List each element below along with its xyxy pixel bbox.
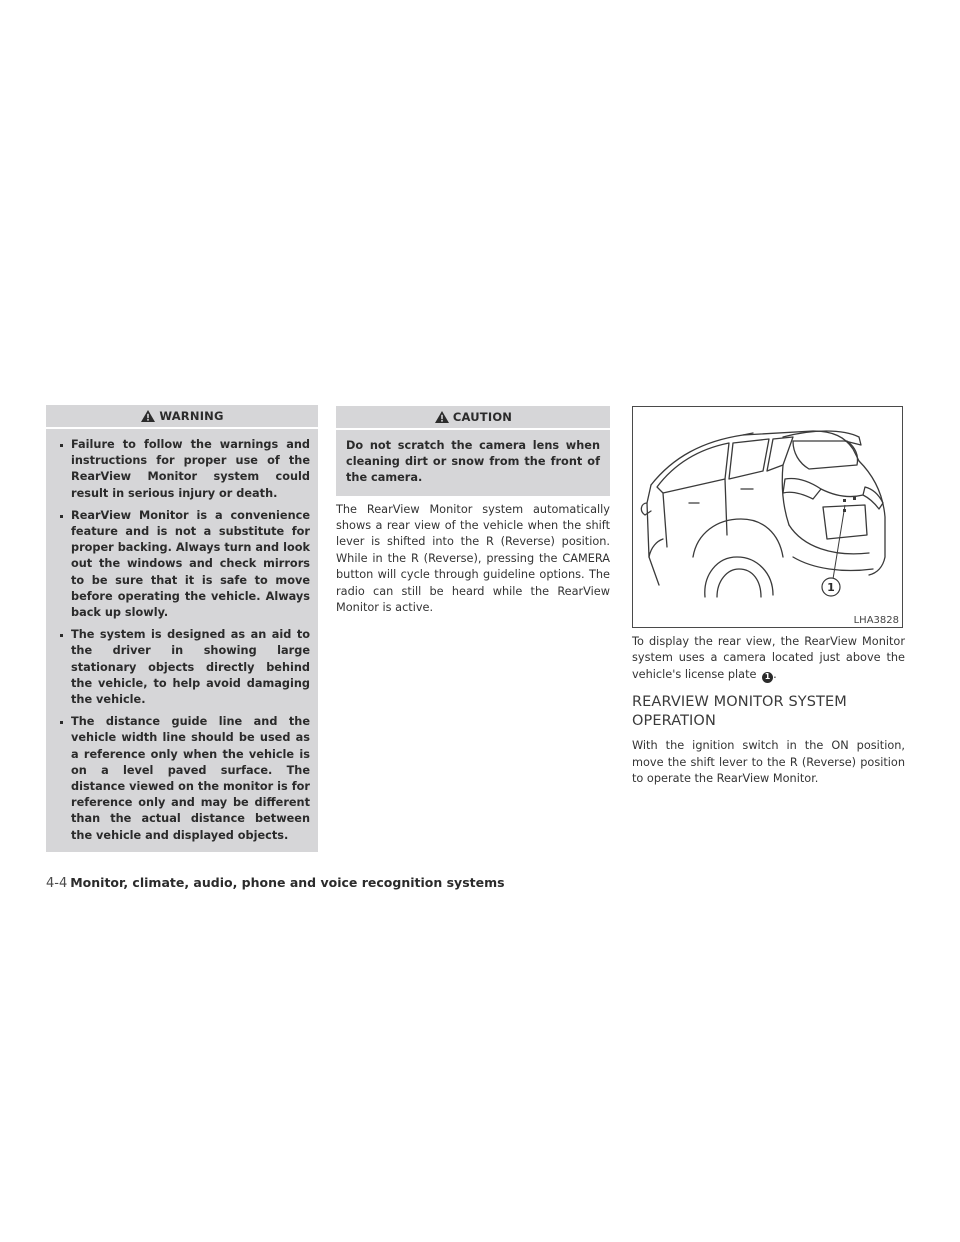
figure-callout-number: 1 [827,581,835,594]
caution-column [336,406,610,616]
camera-location-paragraph [632,634,905,683]
camera-location-end: . [773,667,777,681]
section-title: REARVIEW MONITOR SYSTEM OPERATION [632,694,847,729]
camera-location-text: To display the rear view, the RearView Monitor system uses a camera located just above the vehicle's license plate [632,635,905,681]
warning-item: RearView Monitor is a convenience feature and is not a substitute for proper backing. Always turn and look out the windows and check mirrors to be sure that it is safe to move before operating the vehicle. Always back up slowly. [60,508,310,621]
caution-text: Do not scratch the camera lens when cleaning dirt or snow from the front of the camera. [346,439,600,485]
section-paragraph: With the ignition switch in the ON position, move the shift lever to the R (Reverse) position to operate the RearView Monitor. [632,739,905,786]
warning-title: WARNING [159,409,224,423]
figure-code: LHA3828 [853,615,899,626]
caution-header [336,406,610,430]
warning-triangle-icon [140,409,156,423]
callout-ref-badge: 1 [762,672,773,683]
warning-item: The distance guide line and the vehicle width line should be used as a reference only when the vehicle is on a level paved surface. The distance viewed on the monitor is for reference only and may be different than the actual distance between the vehicle and displayed objects. [60,714,310,844]
page-number: 4-4 [46,876,68,891]
intro-paragraph: The RearView Monitor system automatically shows a rear view of the vehicle when the shift lever is shifted into the R (Reverse) position. While in the R (Reverse), pressing the CAMERA button will cycle through guideline options. The radio can still be heard while the RearView Monitor is active. [336,502,610,615]
vehicle-rear-illustration [633,407,902,627]
caution-triangle-icon [434,410,450,424]
warning-box [46,405,318,852]
chapter-title: Monitor, climate, audio, phone and voice recognition systems [70,875,505,890]
caution-title: CAUTION [452,410,513,424]
page-footer [46,875,505,891]
warning-column [46,405,318,852]
warning-item: Failure to follow the warnings and instructions for proper use of the RearView Monitor system could result in serious injury or death. [60,437,310,502]
warning-header [46,405,318,429]
warning-list [46,429,318,852]
caution-box [336,406,610,496]
operation-column [632,406,905,787]
rear-camera-figure [632,406,903,628]
warning-item: The system is designed as an aid to the driver in showing large stationary objects directly behind the vehicle, to help avoid damaging the vehicle. [60,627,310,708]
